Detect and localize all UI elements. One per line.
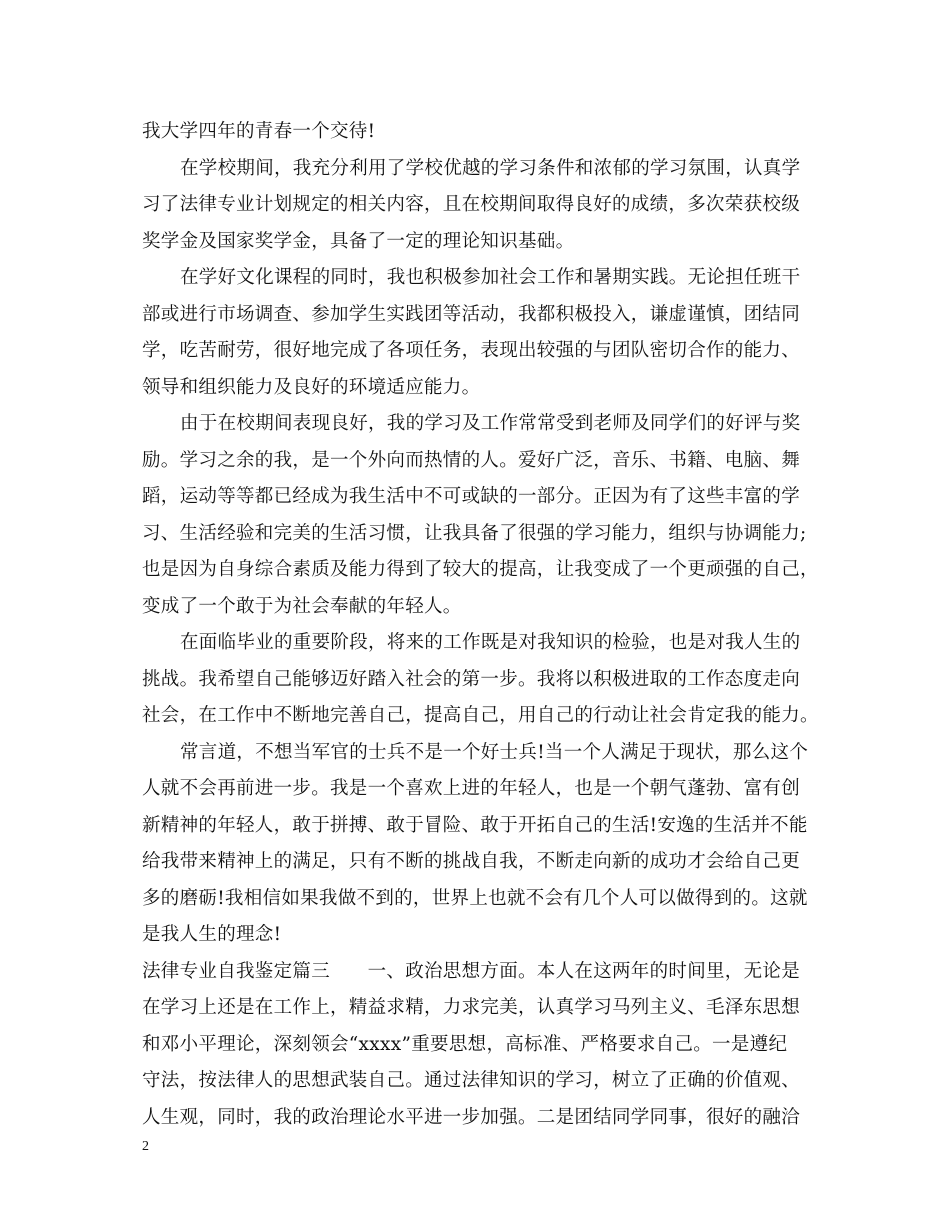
text-line: 奖学金及国家奖学金，具备了一定的理论知识基础。 <box>142 230 575 252</box>
text-line: 变成了一个敢于为社会奉献的年轻人。 <box>142 595 462 617</box>
section-heading-line: 法律专业自我鉴定篇三 一、政治思想方面。本人在这两年的时间里，无论是 <box>142 960 801 982</box>
text-line: 学，吃苦耐劳，很好地完成了各项任务，表现出较强的与团队密切合作的能力、 <box>142 340 801 361</box>
text-line: 在学习上还是在工作上，精益求精，力求完美，认真学习马列主义、毛泽东思想 <box>142 997 801 1018</box>
text-line: 领导和组织能力及良好的环境适应能力。 <box>142 376 481 398</box>
text-line: 部或进行市场调查、参加学生实践团等活动，我都积极投入，谦虚谨慎，团结同 <box>142 303 801 325</box>
text-line: 人就不会再前进一步。我是一个喜欢上进的年轻人，也是一个朝气蓬勃、富有创 <box>142 778 801 799</box>
text-line: 也是因为自身综合素质及能力得到了较大的提高，让我变成了一个更顽强的自己， <box>142 559 819 580</box>
text-line: 守法，按法律人的思想武装自己。通过法律知识的学习，树立了正确的价值观、 <box>142 1070 801 1091</box>
paragraph-first-line: 由于在校期间表现良好，我的学习及工作常常受到老师及同学们的好评与奖 <box>180 413 801 434</box>
paragraph-first-line: 在学好文化课程的同时，我也积极参加社会工作和暑期实践。无论担任班干 <box>180 267 801 288</box>
text-line: 社会，在工作中不断地完善自己，提高自己，用自己的行动让社会肯定我的能力。 <box>142 705 819 726</box>
paragraph-first-line: 常言道，不想当军官的士兵不是一个好士兵!当一个人满足于现状，那么这个 <box>180 741 809 763</box>
text-line: 挑战。我希望自己能够迈好踏入社会的第一步。我将以积极进取的工作态度走向 <box>142 668 801 690</box>
text-line: 是我人生的理念! <box>142 924 282 945</box>
text-line: 蹈，运动等等都已经成为我生活中不可或缺的一部分。正因为有了这些丰富的学 <box>142 486 801 507</box>
text-line: 新精神的年轻人，敢于拼搏、敢于冒险、敢于开拓自己的生活!安逸的生活并不能 <box>142 814 808 836</box>
text-line: 给我带来精神上的满足，只有不断的挑战自我，不断走向新的成功才会给自己更 <box>142 851 801 872</box>
text-line: 习、生活经验和完美的生活习惯，让我具备了很强的学习能力，组织与协调能力; <box>142 522 807 544</box>
text-line: 我大学四年的青春一个交待! <box>142 121 376 142</box>
text-line: 习了法律专业计划规定的相关内容，且在校期间取得良好的成绩，多次荣获校级 <box>142 194 801 215</box>
paragraph-first-line: 在面临毕业的重要阶段，将来的工作既是对我知识的检验，也是对我人生的 <box>180 632 801 653</box>
text-line: 励。学习之余的我，是一个外向而热情的人。爱好广泛，音乐、书籍、电脑、舞 <box>142 449 801 471</box>
page-number: 2 <box>142 1139 149 1154</box>
body-text <box>142 114 824 1136</box>
text-line: 和邓小平理论，深刻领会“xxxx”重要思想，高标准、严格要求自己。一是遵纪 <box>142 1033 788 1055</box>
paragraph-first-line: 在学校期间，我充分利用了学校优越的学习条件和浓郁的学习氛围，认真学 <box>180 157 801 179</box>
text-line: 人生观，同时，我的政治理论水平进一步加强。二是团结同学同事，很好的融洽 <box>142 1106 801 1128</box>
text-line: 多的磨砺!我相信如果我做不到的，世界上也就不会有几个人可以做得到的。这就 <box>142 887 808 909</box>
